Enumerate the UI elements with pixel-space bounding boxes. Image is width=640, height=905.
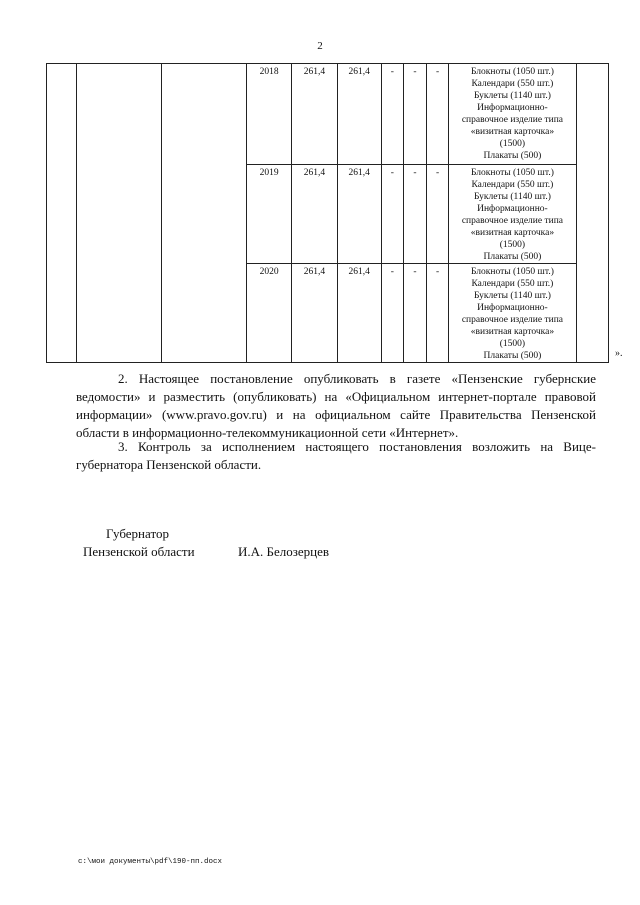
- items-cell: [449, 264, 577, 363]
- item-line: Календари (550 шт.): [471, 180, 554, 190]
- closing-quote: ».: [615, 348, 623, 359]
- item-line: «визитная карточка»: [470, 127, 555, 137]
- item-line: Календари (550 шт.): [471, 79, 554, 89]
- item-line: Информационно-: [477, 103, 548, 113]
- value-cell: 261,4: [337, 264, 381, 363]
- dash-cell: -: [403, 264, 426, 363]
- year-cell: 2018: [247, 64, 292, 165]
- empty-cell: [47, 64, 77, 363]
- item-line: «визитная карточка»: [470, 327, 555, 337]
- signature-name: И.А. Белозерцев: [238, 544, 330, 559]
- signature-title: Губернатор: [106, 526, 169, 541]
- year-cell: 2019: [247, 165, 292, 264]
- value-cell: 261,4: [337, 64, 381, 165]
- item-line: Буклеты (1140 шт.): [473, 192, 551, 202]
- item-line: (1500): [499, 240, 526, 250]
- value-cell: 261,4: [292, 64, 337, 165]
- item-line: «визитная карточка»: [470, 228, 555, 238]
- value-cell: 261,4: [292, 264, 337, 363]
- items-cell: [449, 165, 577, 264]
- item-line: Плакаты (500): [483, 151, 542, 161]
- item-line: (1500): [499, 339, 526, 349]
- item-line: Плакаты (500): [483, 252, 542, 262]
- dash-cell: -: [426, 165, 448, 264]
- empty-cell: [576, 64, 608, 363]
- signature-region: Пензенской области: [83, 544, 195, 559]
- items-cell: [449, 64, 577, 165]
- item-line: Информационно-: [477, 204, 548, 214]
- dash-cell: -: [381, 165, 403, 264]
- item-line: справочное изделие типа: [461, 115, 563, 125]
- item-line: Информационно-: [477, 303, 548, 313]
- value-cell: 261,4: [337, 165, 381, 264]
- value-cell: 261,4: [292, 165, 337, 264]
- empty-cell: [161, 64, 246, 363]
- empty-cell: [77, 64, 161, 363]
- dash-cell: -: [381, 264, 403, 363]
- budget-table: [46, 63, 609, 363]
- item-line: Буклеты (1140 шт.): [473, 91, 551, 101]
- year-cell: 2020: [247, 264, 292, 363]
- dash-cell: -: [403, 165, 426, 264]
- dash-cell: -: [381, 64, 403, 165]
- paragraph-control: 3. Контроль за исполнением настоящего постановления возложить на Вице-губернатора Пензенской области.: [76, 439, 596, 472]
- item-line: Блокноты (1050 шт.): [470, 168, 554, 178]
- dash-cell: -: [426, 264, 448, 363]
- dash-cell: -: [403, 64, 426, 165]
- item-line: справочное изделие типа: [461, 315, 563, 325]
- item-line: Плакаты (500): [483, 351, 542, 361]
- table-row: [47, 64, 609, 165]
- item-line: Буклеты (1140 шт.): [473, 291, 551, 301]
- footer-file-path: c:\мои документы\pdf\190-пп.docx: [78, 858, 223, 866]
- dash-cell: -: [426, 64, 448, 165]
- page-number: 2: [317, 40, 323, 52]
- item-line: Блокноты (1050 шт.): [470, 267, 554, 277]
- item-line: справочное изделие типа: [461, 216, 563, 226]
- paragraph-publication: 2. Настоящее постановление опубликовать в газете «Пензенские губернские ведомости» и разместить (опубликовать) на «Официальном интернет-портале правовой информации» (www.pravo.gov.ru) и на официальном сайте Правительства Пензенской области в информационно-телекоммуникационной сети «Интернет».: [76, 371, 596, 440]
- item-line: Календари (550 шт.): [471, 279, 554, 289]
- item-line: Блокноты (1050 шт.): [470, 67, 554, 77]
- item-line: (1500): [499, 139, 526, 149]
